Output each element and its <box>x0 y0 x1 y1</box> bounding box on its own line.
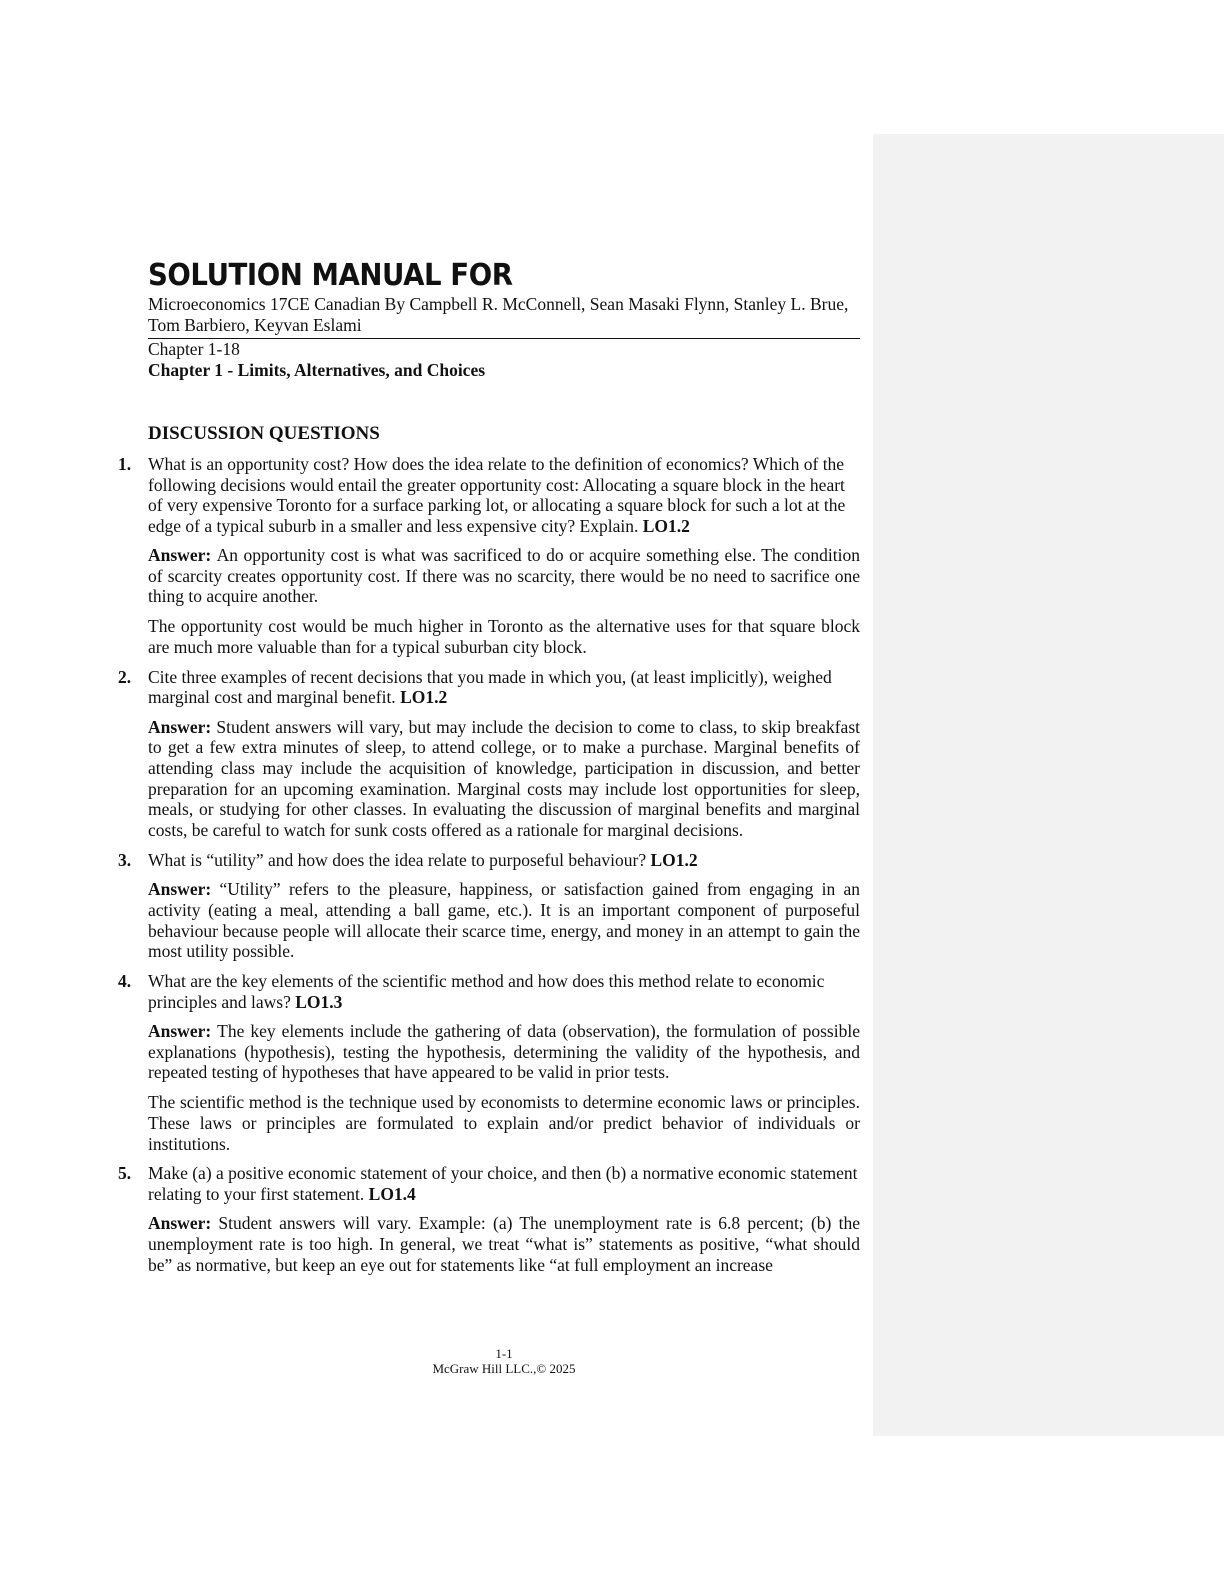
page-footer <box>148 1346 860 1376</box>
answer-text: Student answers will vary. Example: (a) The unemployment rate is 6.8 percent; (b) the unemployment rate is too high. In general, we treat “what is” statements as positive, “what should be” as normative, but keep an eye out for statements like “at full employment an increase <box>148 1213 860 1275</box>
question-text: Make (a) a positive economic statement of your choice, and then (b) a normative economic statement relating to your first statement. <box>148 1163 858 1204</box>
answer-5 <box>148 1213 860 1275</box>
answer-text: An opportunity cost is what was sacrificed to do or acquire something else. The condition of scarcity creates opportunity cost. If there was no scarcity, there would be no need to sacrifice one thing to acquire another. <box>148 545 861 607</box>
answer-label: Answer: <box>148 1213 219 1234</box>
answer-2 <box>148 717 860 841</box>
question-text: What are the key elements of the scientific method and how does this method relate to economic principles and laws? <box>148 971 825 1012</box>
question-5 <box>118 1163 860 1204</box>
question-text: What is “utility” and how does the idea relate to purposeful behaviour? <box>148 849 651 870</box>
learning-objective: LO1.2 <box>400 687 448 708</box>
answer-text: Student answers will vary, but may include the decision to come to class, to skip breakfast to get a few extra minutes of sleep, to attend college, or to make a purchase. Marginal benefits of attending class may include the acquisition of knowledge, participation in discussion, and better preparation for an upcoming examination. Marginal costs may include lost opportunities for sleep, meals, or studying for other classes. In evaluating the discussion of marginal benefits and marginal costs, be careful to watch for sunk costs offered as a rationale for marginal decisions. <box>148 716 860 841</box>
chapter-range: Chapter 1-18 <box>148 339 240 359</box>
question-number: 4. <box>118 971 132 992</box>
answer-1-extra: The opportunity cost would be much higher in Toronto as the alternative uses for that square block are much more valuable than for a typical suburban city block. <box>148 616 860 657</box>
answer-label: Answer: <box>148 879 220 900</box>
question-text: Cite three examples of recent decisions that you made in which you, (at least implicitly), weighed marginal cost and marginal benefit. <box>148 666 832 708</box>
page-number: 1-1 <box>495 1346 513 1361</box>
chapter-title: Chapter 1 - Limits, Alternatives, and Choices <box>148 360 486 380</box>
answer-1 <box>148 545 860 607</box>
question-number: 2. <box>118 666 132 687</box>
document-page <box>118 258 861 1284</box>
question-number: 1. <box>118 454 132 474</box>
answer-label: Answer: <box>148 545 217 565</box>
question-text: What is an opportunity cost? How does the idea relate to the definition of economics? Which of the following decisions would entail the greater opportunity cost: Allocating a square block in the heart of very expensive Toronto for a surface parking lot, or allocating a square block for such a lot at the edge of a typical suburb in a smaller and less expensive city? Explain. <box>148 454 846 536</box>
learning-objective: LO1.2 <box>650 849 698 870</box>
learning-objective: LO1.4 <box>368 1183 416 1204</box>
learning-objective: LO1.3 <box>295 991 343 1012</box>
learning-objective: LO1.2 <box>642 515 690 536</box>
comment-margin-pane <box>873 134 1224 1436</box>
answer-4-extra: The scientific method is the technique used by economists to determine economic laws or principles. These laws or principles are formulated to explain and/or predict behavior of individuals or institutions. <box>148 1092 860 1154</box>
question-2 <box>118 666 860 708</box>
question-1 <box>118 454 860 536</box>
answer-text: “Utility” refers to the pleasure, happiness, or satisfaction gained from engaging in an activity (eating a meal, attending a ball game, etc.). It is an important component of purposeful behaviour because people will allocate their scarce time, energy, and money in an attempt to gain the most utility possible. <box>148 879 860 962</box>
section-heading: DISCUSSION QUESTIONS <box>148 423 380 444</box>
question-3 <box>118 849 860 871</box>
question-4 <box>118 971 860 1012</box>
document-title: SOLUTION MANUAL FOR <box>148 258 513 293</box>
answer-text: The key elements include the gathering of data (observation), the formulation of possible explanations (hypothesis), testing the hypothesis, determining the validity of the hypothesis, and repeated testing of hypotheses that have appeared to be valid in prior tests. <box>148 1021 860 1083</box>
copyright-notice: McGraw Hill LLC.,© 2025 <box>432 1361 576 1376</box>
question-number: 5. <box>118 1163 132 1184</box>
answer-3 <box>148 879 860 962</box>
question-number: 3. <box>118 849 132 870</box>
answer-4 <box>148 1021 860 1083</box>
book-subtitle: Microeconomics 17CE Canadian By Campbell R. McConnell, Sean Masaki Flynn, Stanley L. Brue, Tom Barbiero, Keyvan Eslami <box>148 294 860 339</box>
answer-label: Answer: <box>148 716 217 737</box>
answer-label: Answer: <box>148 1021 218 1042</box>
